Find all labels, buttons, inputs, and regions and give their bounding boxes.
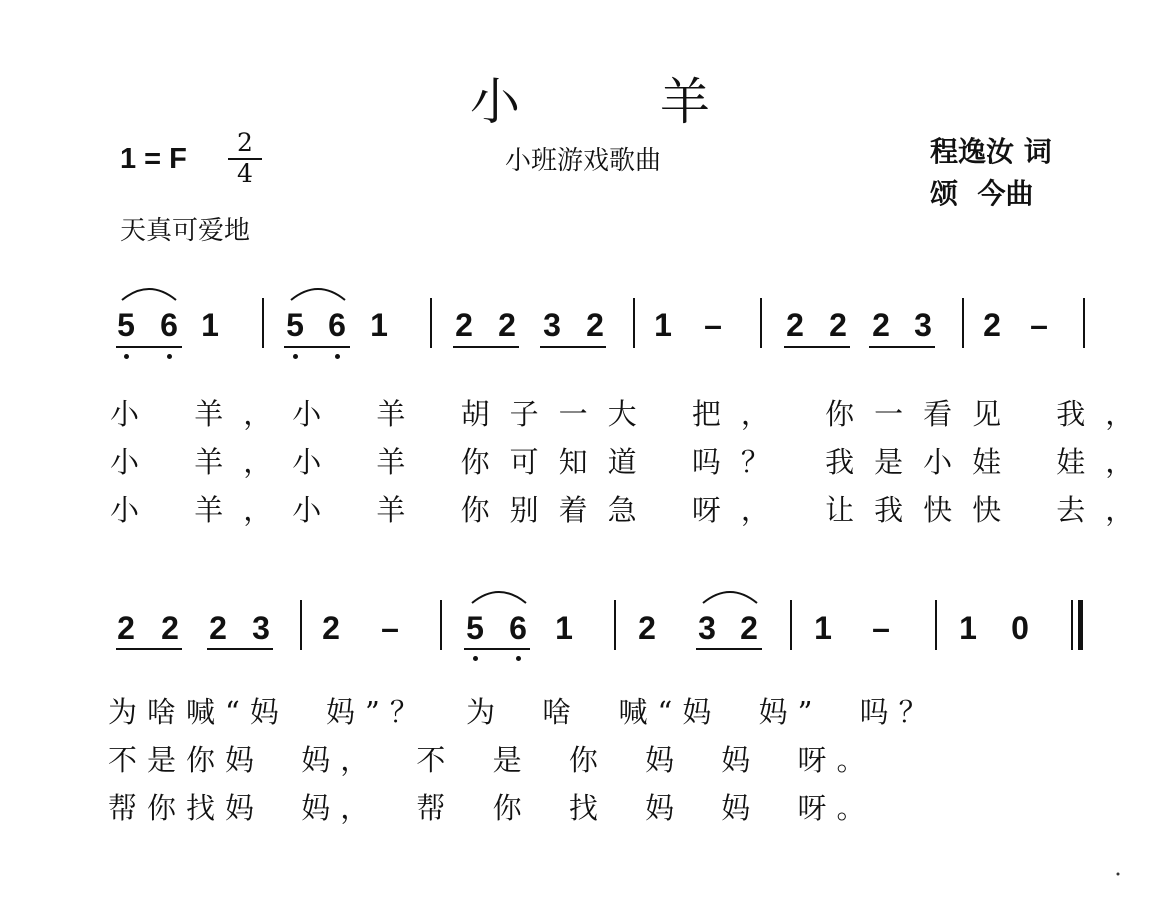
note: 2	[209, 610, 227, 646]
note: 2	[455, 307, 473, 343]
note: 6	[160, 307, 178, 343]
song-subtitle: 小班游戏歌曲	[505, 146, 662, 176]
note: 2	[498, 307, 516, 343]
note: 3	[698, 610, 716, 646]
note: 1	[654, 307, 672, 343]
slur	[703, 592, 757, 603]
note: 3	[543, 307, 561, 343]
note: 1	[201, 307, 219, 343]
note: –	[381, 610, 399, 646]
time-signature-bottom: 4	[237, 159, 253, 188]
note: –	[1030, 307, 1048, 343]
note: 2	[740, 610, 758, 646]
note: 2	[638, 610, 656, 646]
key-signature: 1 = F	[120, 143, 187, 175]
composer-credit: 颂 今曲	[930, 177, 1034, 210]
lyric-verse-3: 帮你找妈 妈， 帮 你 找 妈 妈 呀。	[108, 791, 876, 825]
note: 2	[161, 610, 179, 646]
note: 3	[252, 610, 270, 646]
note: 6	[509, 610, 527, 646]
note: 5	[286, 307, 304, 343]
note: 1	[959, 610, 977, 646]
note: 2	[829, 307, 847, 343]
note: 1	[814, 610, 832, 646]
lyric-verse-1: 为啥喊“妈 妈”？ 为 啥 喊“妈 妈” 吗？	[108, 695, 938, 729]
speck	[1117, 873, 1120, 876]
note: –	[872, 610, 890, 646]
note: 2	[586, 307, 604, 343]
lyric-verse-2: 小 羊，小 羊 你可知道 吗？ 我是小娃 娃，	[110, 445, 1155, 479]
slur	[122, 289, 176, 300]
note: 3	[914, 307, 932, 343]
note: 2	[872, 307, 890, 343]
note: 2	[322, 610, 340, 646]
lyric-verse-1: 小 羊，小 羊 胡子一大 把， 你一看见 我，	[110, 397, 1155, 431]
note: 1	[370, 307, 388, 343]
tempo-marking: 天真可爱地	[120, 216, 251, 246]
note: –	[704, 307, 722, 343]
note: 5	[466, 610, 484, 646]
note: 5	[117, 307, 135, 343]
slur	[472, 592, 526, 603]
note: 6	[328, 307, 346, 343]
note: 0	[1011, 610, 1029, 646]
time-signature-top: 2	[237, 128, 253, 157]
song-title: 小 羊	[470, 73, 772, 131]
lyricist-credit: 程逸汝 词	[930, 135, 1052, 168]
lyric-verse-2: 不是你妈 妈， 不 是 你 妈 妈 呀。	[108, 743, 876, 777]
note: 2	[117, 610, 135, 646]
note: 1	[555, 610, 573, 646]
slur	[291, 289, 345, 300]
note: 2	[786, 307, 804, 343]
lyric-verse-3: 小 羊，小 羊 你别着急 呀， 让我快快 去，	[110, 493, 1155, 527]
note: 2	[983, 307, 1001, 343]
